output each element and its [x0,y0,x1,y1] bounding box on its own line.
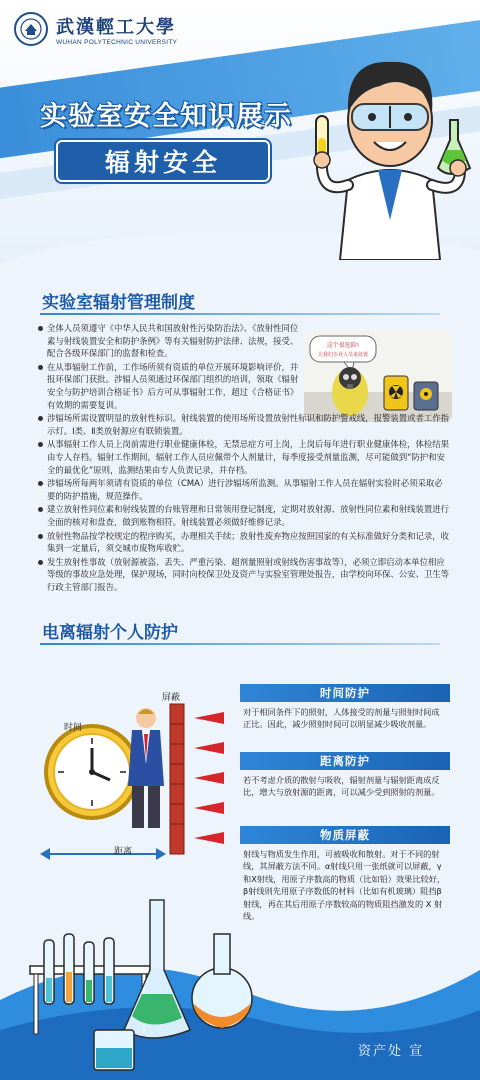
card-text: 射线与物质发生作用，可被吸收和散射。对于不同的射线，其屏蔽方法不同。α射线只用一张纸就可以屏蔽，γ和X射线，用原子序数高的物质（比如铅）效果比较好，β射线则先用原子序数低的材料（比如有机玻璃）阻挡β射线，再在其后用原子序数较高的物质阻挡激发的 X 射线。 [243,849,446,922]
card-text: 对于相同条件下的照射，人体接受的剂量与照射时间成正比。因此，减少照射时间可以明显减少吸收剂量。 [243,707,440,730]
university-seal-icon [14,12,48,46]
card-title: 距离防护 [240,752,450,770]
label-time: 时间 [64,723,83,733]
scientist-illustration [300,20,480,260]
page-subtitle: 辐射安全 [104,148,221,177]
list-item: 建立放射性同位素和射线装置的台账管理和日常领用登记制度，定期对放射源、放射性同位素和射线装置进行全面的核对和盘查，做到账物相符。射线装置必须做好维修记录。 [38,503,450,528]
management-rules-list [38,322,450,594]
list-item: 在从事辐射工作前，工作场所须有资质的单位开展环境影响评价，并报环保部门获批。涉辐人员须通过环保部门组织的培训，领取《辐射安全与防护培训合格证书》后方可从事辐射工作，超过《合格证书》有效期的需要复训。 [38,361,302,411]
subtitle-box [56,140,270,182]
card-distance-protection [240,752,450,799]
section-title-management: 实验室辐射管理制度 [42,293,195,313]
label-distance: 距离 [114,847,133,857]
svg-text:让我们专业人员来处置: 让我们专业人员来处置 [317,352,369,358]
university-logo [14,12,177,46]
section-divider [40,313,440,315]
list-item: 涉辐场所每两年须请有资质的单位（CMA）进行涉辐场所监测。从事辐射工作人员在辐射实验时必须采取必要的防护措施，规范操作。 [38,477,450,502]
section-title-protection: 电离辐射个人防护 [42,623,178,643]
card-title: 时间防护 [240,684,450,702]
list-item: 从事辐射工作人员上岗前需进行职业健康体检，无禁忌症方可上岗，上岗后每年进行职业健康体检，体检结果由专人存档。辐射工作期间，辐射工作人员应佩带个人剂量计，每季度接受剂量监测，尽可能做到“防护和安全的最优化”原则，监测结果由专人负责记录，并存档。 [38,438,450,476]
footer-issuer: 资产处 宣 [358,1044,425,1059]
svg-text:这个很危险!: 这个很危险! [326,342,360,349]
section-divider [40,643,440,645]
list-item: 发生放射性事故（放射源被盗、丢失、严重污染、超剂量照射或射线伤害事故等），必须立即启动本单位相应等级的事故应急处理，保护现场，同时向校保卫处及资产与实验室管理处报告，由学校向环保、公安、卫生等行政主管部门报告。 [38,556,450,594]
page-title: 实验室安全知识展示 [40,101,292,132]
list-item: 涉辐场所需设置明显的放射性标识。射线装置的使用场所设置放射性标识和防护警戒线，报警装置或者工作指示灯。Ⅰ类、Ⅱ类放射源应有联锁装置。 [38,412,450,437]
list-item: 全体人员须遵守《中华人民共和国放射性污染防治法》、《放射性同位素与射线装置安全和防护条例》等有关辐射防护法律、法规，接受、配合各级环保部门的监督和检查。 [38,322,302,360]
logo-name-en: WUHAN POLYTECHNIC UNIVERSITY [56,38,178,46]
logo-name-cn: 武漢輕工大學 [56,16,176,38]
card-text: 若不考虑介质的散射与吸收，辐射剂量与辐射距离成反比，增大与放射源的距离，可以减少受到照射的剂量。 [243,775,440,798]
card-title: 物质屏蔽 [240,826,450,844]
list-item: 放射性物品按学校规定的程序购买，办理相关手续；放射性废弃物应按照国家的有关标准做好分类和记录，收集到一定量后，须交城市废物库收贮。 [38,530,450,555]
label-shield: 屏蔽 [162,693,181,703]
card-time-protection [240,684,450,731]
protection-diagram [34,668,234,868]
hero-banner [0,0,480,300]
